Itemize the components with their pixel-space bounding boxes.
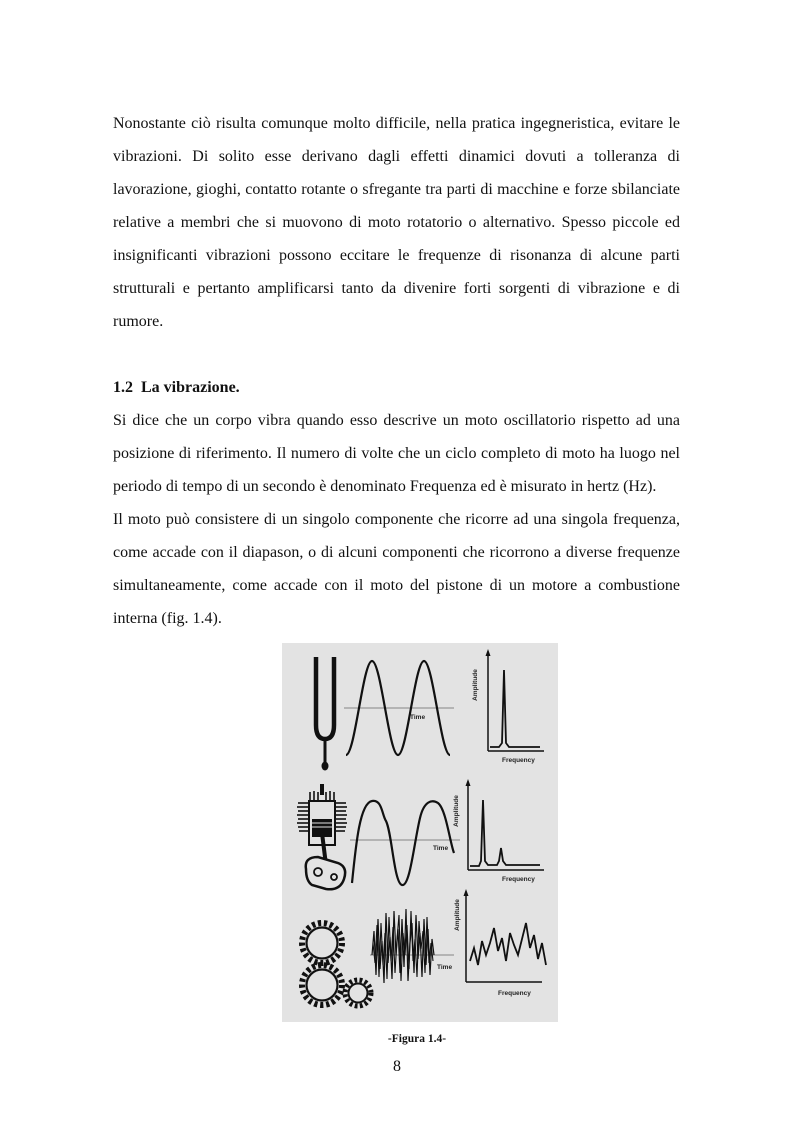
page-number: 8 <box>393 1058 401 1075</box>
paragraph-line: Nonostante ciò risulta comunque molto difficile, nella pratica ingegneristica, evitare le <box>113 115 680 132</box>
paragraph-line: vibrazioni. Di solito esse derivano dagli effetti dinamici dovuti a tolleranza di <box>113 148 680 165</box>
paragraph-line: come accade con il diapason, o di alcuni componenti che ricorrono a diverse frequenze <box>113 544 680 561</box>
frequency-label: Frequency <box>498 990 531 997</box>
amplitude-label: Amplitude <box>454 899 461 931</box>
amplitude-label: Amplitude <box>472 669 479 701</box>
paragraph-1 <box>113 107 680 338</box>
paragraph-line: lavorazione, gioghi, contatto rotante o sfregante tra parti di macchine e forze sbilanciate <box>113 181 680 198</box>
time-label: Time <box>410 714 426 721</box>
section-1-2 <box>113 371 680 635</box>
frequency-label: Frequency <box>502 876 535 883</box>
paragraph-line: periodo di tempo di un secondo è denominato Frequenza ed è misurato in hertz (Hz). <box>113 478 657 495</box>
figure-caption: -Figura 1.4- <box>387 1033 447 1045</box>
amplitude-label: Amplitude <box>453 795 460 827</box>
paragraph-line: rumore. <box>113 313 164 330</box>
paragraph-line: strutturali e pertanto amplificarsi tanto da divenire forti sorgenti di vibrazione e di <box>113 280 680 297</box>
section-heading: 1.2 La vibrazione. <box>113 379 240 396</box>
paragraph-line: simultaneamente, come accade con il moto del pistone di un motore a combustione <box>113 577 680 594</box>
paragraph-line: Si dice che un corpo vibra quando esso descrive un moto oscillatorio rispetto ad una <box>113 412 680 429</box>
time-label: Time <box>433 845 449 852</box>
paragraph-line: relative a membri che si muovono di moto rotatorio o alternativo. Spesso piccole ed <box>113 214 680 231</box>
paragraph-line: posizione di riferimento. Il numero di volte che un ciclo completo di moto ha luogo nel <box>113 445 680 462</box>
figure-1-4 <box>282 643 558 1022</box>
paragraph-line: insignificanti vibrazioni possono eccitare le frequenze di risonanza di alcune parti <box>113 247 680 264</box>
frequency-label: Frequency <box>502 757 535 764</box>
paragraph-line: Il moto può consistere di un singolo componente che ricorre ad una singola frequenza, <box>113 511 680 528</box>
time-label: Time <box>437 964 453 971</box>
paragraph-line: interna (fig. 1.4). <box>113 610 222 627</box>
